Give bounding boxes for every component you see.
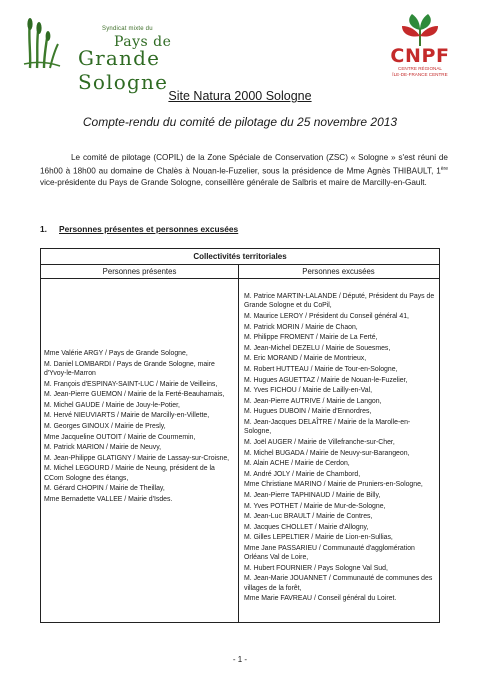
excused-person-item: M. Yves FICHOU / Mairie de Lailly-en-Val, [244,387,373,395]
excused-person-item: M. Hubert FOURNIER / Pays Sologne Val Sud, [244,564,388,572]
excused-person-item: M. Yves POTHET / Mairie de Mur-de-Sologne, [244,502,386,510]
table-group-header: Collectivités territoriales [41,249,439,265]
intro-superscript: ère [440,165,448,172]
excused-person-item: Mme Marie FAVREAU / Conseil général du Loiret. [244,595,397,603]
present-person-item: M. Patrick MARION / Mairie de Neuvy, [44,444,162,452]
section-title: Personnes présentes et personnes excusées [59,224,239,234]
document-subtitle: Compte-rendu du comité de pilotage du 25 novembre 2013 [82,115,398,129]
cnpf-sub1: CENTRE RÉGIONAL [398,66,442,71]
present-person-item: Mme Bernadette VALLEE / Mairie d'Isdes. [44,495,173,503]
excused-person-item: M. Jean-Pierre AUTRIVE / Mairie de Langon, [244,397,382,405]
excused-person-item: M. Jean-Marie JOUANNET / Communauté de communes des villages de la forêt, [244,575,433,592]
site-title: Site Natura 2000 Sologne [168,89,312,103]
excused-person-item: M. Philippe FROMENT / Mairie de La Ferté, [244,334,378,342]
present-person-item: M. Jean-Pierre GUEMON / Mairie de la Ferté-Beauharnais, [44,391,225,399]
cnpf-logo [380,12,460,82]
logo-line2: Grande Sologne [78,46,169,94]
excused-person-item: M. André JOLY / Mairie de Chambord, [244,470,361,478]
cnpf-sub2: ÎLE-DE-FRANCE CENTRE [392,72,448,77]
column-header-excused: Personnes excusées [238,265,439,279]
excused-person-item: M. Jean-Pierre TAPHINAUD / Mairie de Billy, [244,491,381,499]
present-person-item: Mme Jacqueline OUTOIT / Mairie de Courmemin, [44,433,196,441]
present-person-item: M. Jean-Philippe GLATIGNY / Mairie de Lassay-sur-Croisne, [44,454,230,462]
present-person-item: M. François d'ESPINAY-SAINT-LUC / Mairie de Veilleins, [44,380,218,388]
column-divider [238,265,239,622]
present-list [44,349,234,506]
intro-text-part2: vice-présidente du Pays de Grande Sologne, conseillère générale de Salbris et maire de Marcilly-en-Gault. [40,177,427,187]
excused-person-item: M. Jean-Jacques DELAÎTRE / Mairie de la Marolle-en-Sologne, [244,418,411,436]
section-heading [40,224,238,234]
excused-person-item: M. Jacques CHOLLET / Mairie d'Allogny, [244,523,369,531]
present-person-item: M. Hervé NIEUVIARTS / Mairie de Marcilly-en-Villette, [44,412,210,420]
excused-person-item: M. Maurice LEROY / Président du Conseil général 41, [244,313,409,320]
excused-person-item: Mme Jane PASSARIEU / Communauté d'agglomération Orléans Val de Loire, [244,544,415,562]
present-person-item: M. Georges GINOUX / Mairie de Presly, [44,422,166,430]
excused-person-item: M. Patrice MARTIN-LALANDE / Député, Président du Pays de Grande Sologne et du CoPil, [244,293,435,310]
excused-person-item: M. Eric MORAND / Mairie de Montrieux, [244,355,367,363]
cnpf-acronym: CNPF [390,45,450,67]
present-person-item: M. Daniel LOMBARDI / Pays de Grande Sologne, maire d'Yvoy-le-Marron [44,360,215,377]
present-person-item: M. Gérard CHOPIN / Mairie de Theillay, [44,485,165,493]
present-person-item: Mme Valérie ARGY / Pays de Grande Sologne, [44,350,188,357]
section-number: 1. [40,224,47,234]
intro-text-part1: Le comité de pilotage (COPIL) de la Zone Spéciale de Conservation (ZSC) « Sologne » s'est réuni de 16h00 à 18h00 au domaine de Chalès à Nouan-le-Fuzelier, sous la présidence de Mme Agnès THIBAULT, 1 [40,153,448,176]
excused-person-item: M. Gilles LEPELTIER / Mairie de Lion-en-Sullias, [244,534,393,542]
excused-person-item: M. Hugues DUBOIN / Mairie d'Ennordres, [244,408,372,416]
page-number: - 1 - [232,655,248,664]
reed-grass-icon [22,14,62,70]
excused-person-item: M. Hugues AGUETTAZ / Mairie de Nouan-le-Fuzelier, [244,376,408,384]
attendance-table [40,248,440,623]
tree-emblem-icon [396,12,444,46]
excused-person-item: Mme Christiane MARINO / Mairie de Pruniers-en-Sologne, [244,481,423,489]
intro-paragraph [40,152,448,189]
present-person-item: M. Michel GAUDE / Mairie de Jouy-le-Potier, [44,401,180,409]
logo-line1: Pays de [114,34,172,50]
excused-person-item: M. Patrick MORIN / Mairie de Chaon, [244,323,358,331]
pays-grande-sologne-logo [22,14,252,94]
excused-person-item: M. Alain ACHE / Mairie de Cerdon, [244,460,350,468]
column-header-present: Personnes présentes [41,265,238,279]
excused-person-item: M. Jean-Michel DEZELU / Mairie de Souesmes, [244,344,391,352]
excused-person-item: M. Joël AUGER / Mairie de Villefranche-sur-Cher, [244,438,395,446]
excused-person-item: M. Michel BUGADA / Mairie de Neuvy-sur-Barangeon, [244,449,410,457]
excused-list [244,292,437,605]
excused-person-item: M. Jean-Luc BRAULT / Mairie de Contres, [244,513,373,521]
excused-person-item: M. Robert HUTTEAU / Mairie de Tour-en-Sologne, [244,365,398,373]
logo-small-text: Syndicat mixte du [102,26,153,32]
present-person-item: M. Michel LEGOURD / Mairie de Neung, président de la CCom Sologne des étangs, [44,465,215,482]
